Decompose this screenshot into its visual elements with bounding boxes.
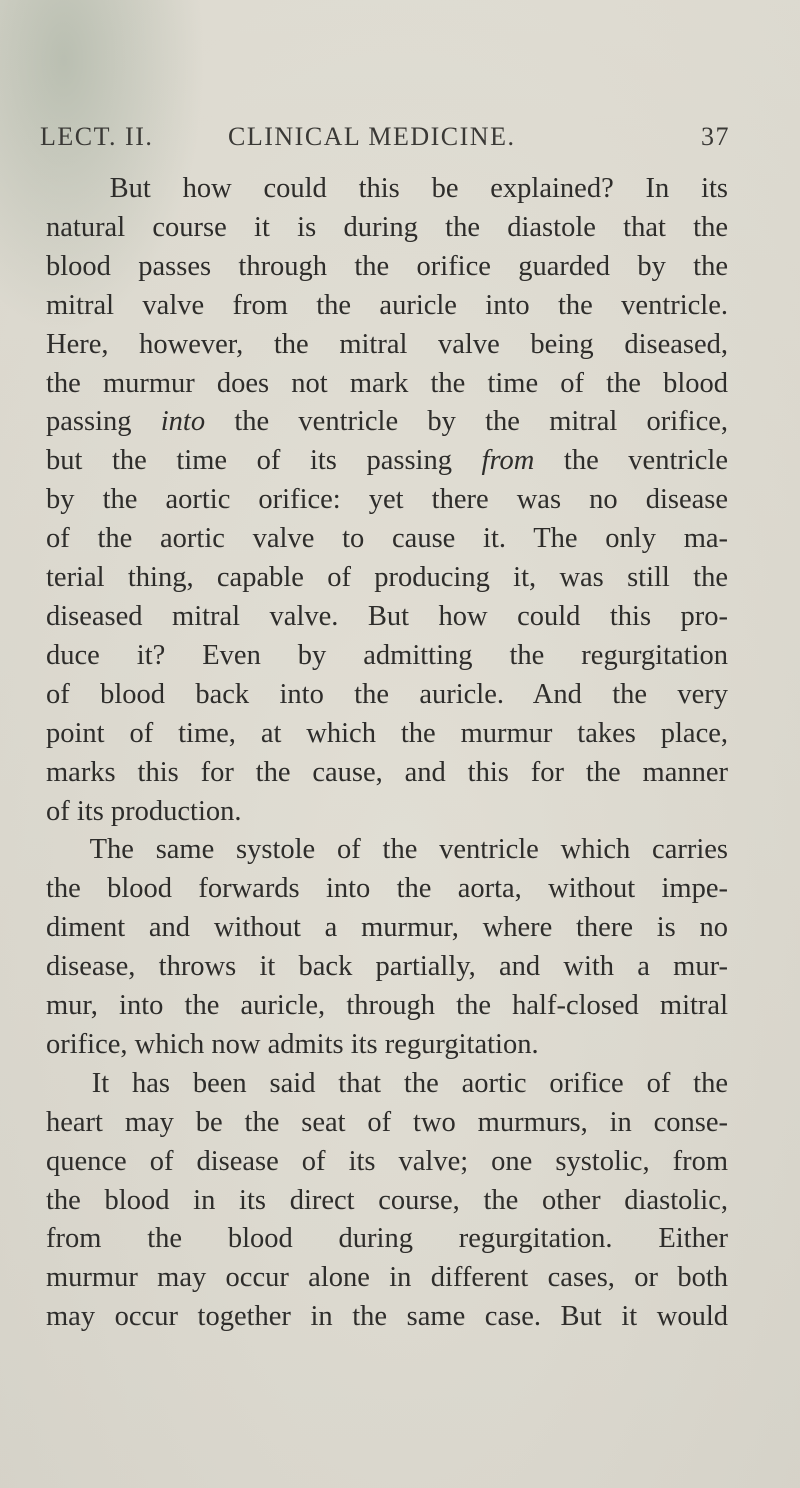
- text-line: [46, 1182, 728, 1221]
- text-line: [46, 209, 728, 248]
- page-number: 37: [701, 122, 730, 151]
- text-segment: the ventricle by the mitral orifice,: [205, 406, 729, 438]
- lecture-label: LECT. II.: [40, 122, 154, 151]
- text-line: [46, 676, 728, 715]
- text-line: [46, 793, 728, 832]
- text-line: [46, 1065, 728, 1104]
- text-segment: duce it? Even by admitting the regurgitation: [46, 639, 728, 671]
- text-line: [46, 365, 728, 404]
- text-segment: mitral valve from the auricle into the ventricle.: [46, 289, 728, 321]
- text-segment: mur, into the auricle, through the half-closed mitral: [46, 990, 728, 1022]
- text-segment: but the time of its passing: [46, 445, 482, 477]
- text-line: [46, 987, 728, 1026]
- running-header: [40, 122, 730, 162]
- text-line: [46, 754, 728, 793]
- text-segment: disease, throws it back partially, and with a mur-: [46, 951, 728, 983]
- text-segment: the ventricle: [534, 445, 728, 477]
- text-segment: point of time, at which the murmur takes place,: [46, 717, 728, 749]
- text-line: [46, 1026, 728, 1065]
- text-segment: But how could this be explained? In its: [46, 173, 728, 204]
- text-segment: Here, however, the mitral valve being diseased,: [46, 328, 728, 360]
- text-line: [46, 481, 728, 520]
- text-segment: may occur together in the same case. But it would: [46, 1301, 728, 1333]
- text-segment: murmur may occur alone in different cases, or both: [46, 1262, 728, 1294]
- text-line: [46, 442, 728, 481]
- text-line: [46, 1220, 728, 1259]
- text-segment: passing: [46, 406, 161, 438]
- text-segment: It has been said that the aortic orifice of the: [46, 1067, 728, 1099]
- text-segment: diment and without a murmur, where there is no: [46, 912, 728, 944]
- text-line: [46, 248, 728, 287]
- text-segment: terial thing, capable of producing it, was still the: [46, 562, 728, 594]
- text-line: [46, 1104, 728, 1143]
- text-segment: heart may be the seat of two murmurs, in conse-: [46, 1106, 728, 1138]
- text-line: [46, 520, 728, 559]
- text-segment: from the blood during regurgitation. Either: [46, 1223, 728, 1255]
- text-segment: by the aortic orifice: yet there was no disease: [46, 484, 728, 516]
- text-segment: natural course it is during the diastole that the: [46, 211, 728, 243]
- text-line: [46, 831, 728, 870]
- text-line: [46, 909, 728, 948]
- text-line: [46, 1259, 728, 1298]
- text-segment: of its production.: [46, 795, 242, 827]
- text-line: [46, 1298, 728, 1337]
- running-title: CLINICAL MEDICINE.: [228, 122, 516, 151]
- italic-emphasis: into: [160, 406, 206, 438]
- text-segment: the blood in its direct course, the other diastolic,: [46, 1184, 728, 1216]
- text-segment: diseased mitral valve. But how could this pro-: [46, 600, 728, 632]
- body-text: [46, 170, 728, 1337]
- text-line: [46, 637, 728, 676]
- text-segment: the murmur does not mark the time of the blood: [46, 367, 728, 399]
- paragraph: [46, 170, 728, 1337]
- text-line: [46, 326, 728, 365]
- text-segment: The same systole of the ventricle which carries: [46, 834, 729, 866]
- text-segment: marks this for the cause, and this for the manner: [46, 756, 728, 788]
- text-line: [46, 559, 728, 598]
- text-line: [46, 715, 728, 754]
- text-segment: blood passes through the orifice guarded by the: [46, 250, 728, 282]
- text-segment: quence of disease of its valve; one systolic, from: [46, 1145, 728, 1177]
- text-line: [46, 403, 728, 442]
- text-line: [46, 870, 728, 909]
- text-line: [46, 170, 728, 209]
- text-line: [46, 598, 728, 637]
- text-line: [46, 1143, 728, 1182]
- text-segment: of blood back into the auricle. And the very: [46, 678, 728, 710]
- text-segment: orifice, which now admits its regurgitation.: [46, 1028, 539, 1060]
- text-segment: the blood forwards into the aorta, without impe-: [46, 873, 728, 905]
- text-segment: of the aortic valve to cause it. The only ma-: [46, 523, 728, 555]
- text-line: [46, 287, 728, 326]
- italic-emphasis: from: [481, 445, 535, 477]
- text-line: [46, 948, 728, 987]
